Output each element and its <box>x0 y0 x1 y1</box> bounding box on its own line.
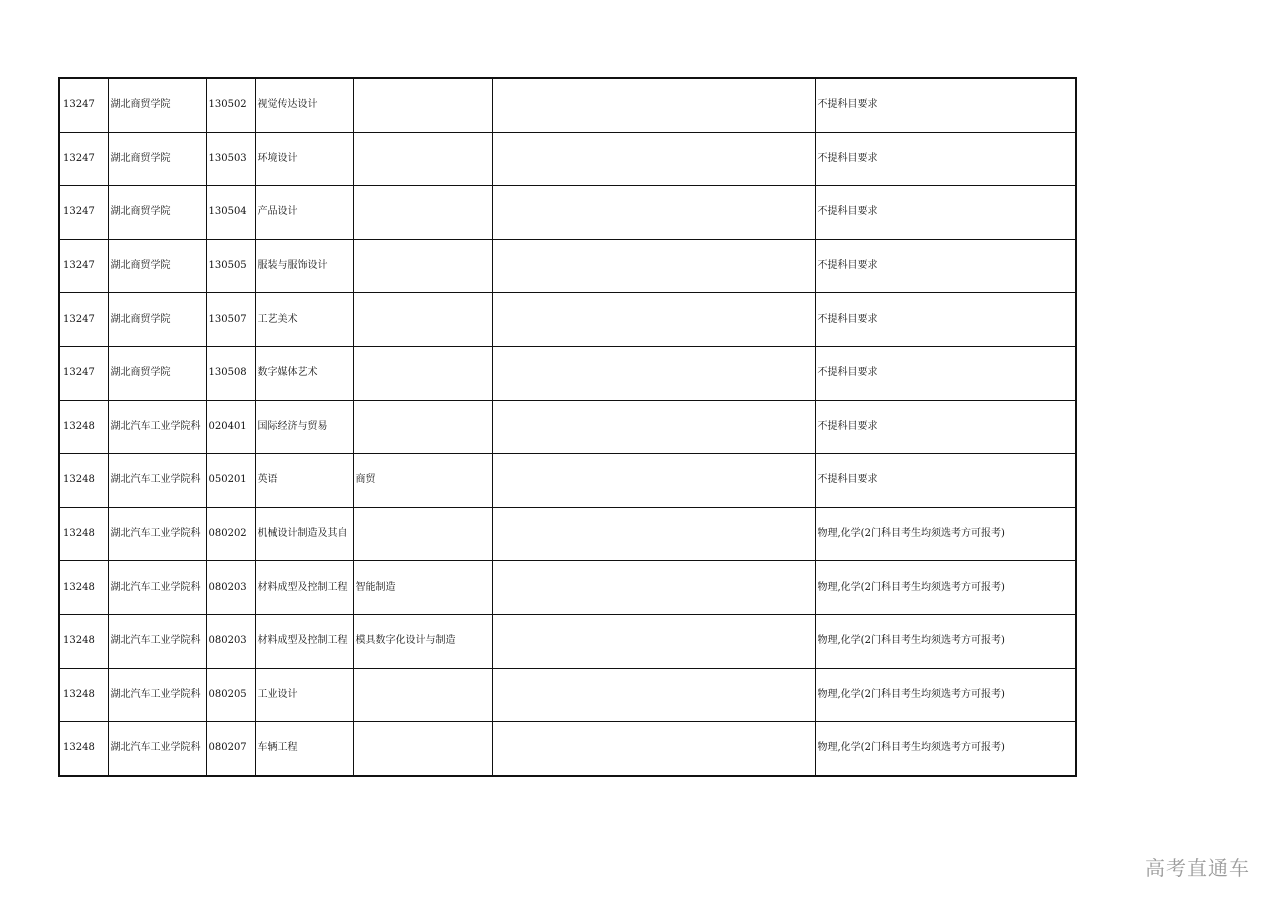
major-name-cell: 视觉传达设计 <box>255 78 353 132</box>
requirement-cell: 物理,化学(2门科目考生均须选考方可报考) <box>815 722 1076 776</box>
requirement-cell: 不提科目要求 <box>815 400 1076 454</box>
direction-cell <box>353 722 492 776</box>
major-code-cell: 050201 <box>206 454 255 508</box>
school-name-cell: 湖北汽车工业学院科 <box>108 722 206 776</box>
table-row <box>59 668 1076 722</box>
note-cell <box>492 132 815 186</box>
watermark-logo: 高考直通车 <box>1145 856 1250 880</box>
enrollment-table <box>58 77 1077 777</box>
direction-cell <box>353 507 492 561</box>
school-code-cell: 13248 <box>59 722 108 776</box>
major-name-cell: 环境设计 <box>255 132 353 186</box>
school-code-cell: 13247 <box>59 346 108 400</box>
note-cell <box>492 507 815 561</box>
school-code-cell: 13247 <box>59 186 108 240</box>
table-row <box>59 186 1076 240</box>
table-row <box>59 614 1076 668</box>
school-name-cell: 湖北汽车工业学院科 <box>108 668 206 722</box>
table-row <box>59 132 1076 186</box>
school-code-cell: 13248 <box>59 668 108 722</box>
major-name-cell: 国际经济与贸易 <box>255 400 353 454</box>
table-row <box>59 507 1076 561</box>
major-code-cell: 080202 <box>206 507 255 561</box>
requirement-cell: 不提科目要求 <box>815 78 1076 132</box>
school-name-cell: 湖北商贸学院 <box>108 132 206 186</box>
note-cell <box>492 78 815 132</box>
major-code-cell: 130504 <box>206 186 255 240</box>
table-row <box>59 293 1076 347</box>
major-name-cell: 工艺美术 <box>255 293 353 347</box>
table-row <box>59 346 1076 400</box>
major-name-cell: 机械设计制造及其自 <box>255 507 353 561</box>
major-code-cell: 020401 <box>206 400 255 454</box>
requirement-cell: 不提科目要求 <box>815 186 1076 240</box>
table-row <box>59 400 1076 454</box>
major-code-cell: 130502 <box>206 78 255 132</box>
requirement-cell: 物理,化学(2门科目考生均须选考方可报考) <box>815 668 1076 722</box>
direction-cell: 商贸 <box>353 454 492 508</box>
school-code-cell: 13248 <box>59 454 108 508</box>
major-code-cell: 130505 <box>206 239 255 293</box>
note-cell <box>492 239 815 293</box>
school-code-cell: 13247 <box>59 293 108 347</box>
requirement-cell: 物理,化学(2门科目考生均须选考方可报考) <box>815 614 1076 668</box>
school-name-cell: 湖北商贸学院 <box>108 78 206 132</box>
major-name-cell: 数字媒体艺术 <box>255 346 353 400</box>
major-code-cell: 130507 <box>206 293 255 347</box>
note-cell <box>492 346 815 400</box>
major-code-cell: 080205 <box>206 668 255 722</box>
direction-cell <box>353 78 492 132</box>
major-name-cell: 英语 <box>255 454 353 508</box>
school-name-cell: 湖北汽车工业学院科 <box>108 561 206 615</box>
requirement-cell: 不提科目要求 <box>815 454 1076 508</box>
direction-cell <box>353 186 492 240</box>
school-name-cell: 湖北商贸学院 <box>108 186 206 240</box>
school-name-cell: 湖北商贸学院 <box>108 293 206 347</box>
requirement-cell: 不提科目要求 <box>815 239 1076 293</box>
major-code-cell: 080203 <box>206 561 255 615</box>
direction-cell: 智能制造 <box>353 561 492 615</box>
table-row <box>59 78 1076 132</box>
direction-cell <box>353 346 492 400</box>
requirement-cell: 物理,化学(2门科目考生均须选考方可报考) <box>815 561 1076 615</box>
requirement-cell: 物理,化学(2门科目考生均须选考方可报考) <box>815 507 1076 561</box>
note-cell <box>492 293 815 347</box>
direction-cell <box>353 132 492 186</box>
direction-cell <box>353 239 492 293</box>
table-row <box>59 722 1076 776</box>
major-name-cell: 材料成型及控制工程 <box>255 614 353 668</box>
major-name-cell: 材料成型及控制工程 <box>255 561 353 615</box>
direction-cell <box>353 293 492 347</box>
school-code-cell: 13248 <box>59 561 108 615</box>
table-row <box>59 561 1076 615</box>
school-code-cell: 13248 <box>59 507 108 561</box>
school-code-cell: 13247 <box>59 78 108 132</box>
note-cell <box>492 400 815 454</box>
major-name-cell: 服装与服饰设计 <box>255 239 353 293</box>
school-code-cell: 13247 <box>59 132 108 186</box>
school-name-cell: 湖北汽车工业学院科 <box>108 400 206 454</box>
note-cell <box>492 722 815 776</box>
note-cell <box>492 561 815 615</box>
school-name-cell: 湖北商贸学院 <box>108 346 206 400</box>
major-code-cell: 080207 <box>206 722 255 776</box>
note-cell <box>492 454 815 508</box>
school-name-cell: 湖北汽车工业学院科 <box>108 454 206 508</box>
note-cell <box>492 186 815 240</box>
requirement-cell: 不提科目要求 <box>815 132 1076 186</box>
note-cell <box>492 614 815 668</box>
major-name-cell: 车辆工程 <box>255 722 353 776</box>
direction-cell <box>353 668 492 722</box>
school-code-cell: 13247 <box>59 239 108 293</box>
school-name-cell: 湖北汽车工业学院科 <box>108 614 206 668</box>
direction-cell: 模具数字化设计与制造 <box>353 614 492 668</box>
major-name-cell: 工业设计 <box>255 668 353 722</box>
table-body <box>59 78 1076 776</box>
school-code-cell: 13248 <box>59 400 108 454</box>
requirement-cell: 不提科目要求 <box>815 293 1076 347</box>
school-name-cell: 湖北汽车工业学院科 <box>108 507 206 561</box>
note-cell <box>492 668 815 722</box>
table-row <box>59 454 1076 508</box>
major-code-cell: 130503 <box>206 132 255 186</box>
school-code-cell: 13248 <box>59 614 108 668</box>
requirement-cell: 不提科目要求 <box>815 346 1076 400</box>
major-name-cell: 产品设计 <box>255 186 353 240</box>
major-code-cell: 130508 <box>206 346 255 400</box>
school-name-cell: 湖北商贸学院 <box>108 239 206 293</box>
major-code-cell: 080203 <box>206 614 255 668</box>
direction-cell <box>353 400 492 454</box>
table-row <box>59 239 1076 293</box>
